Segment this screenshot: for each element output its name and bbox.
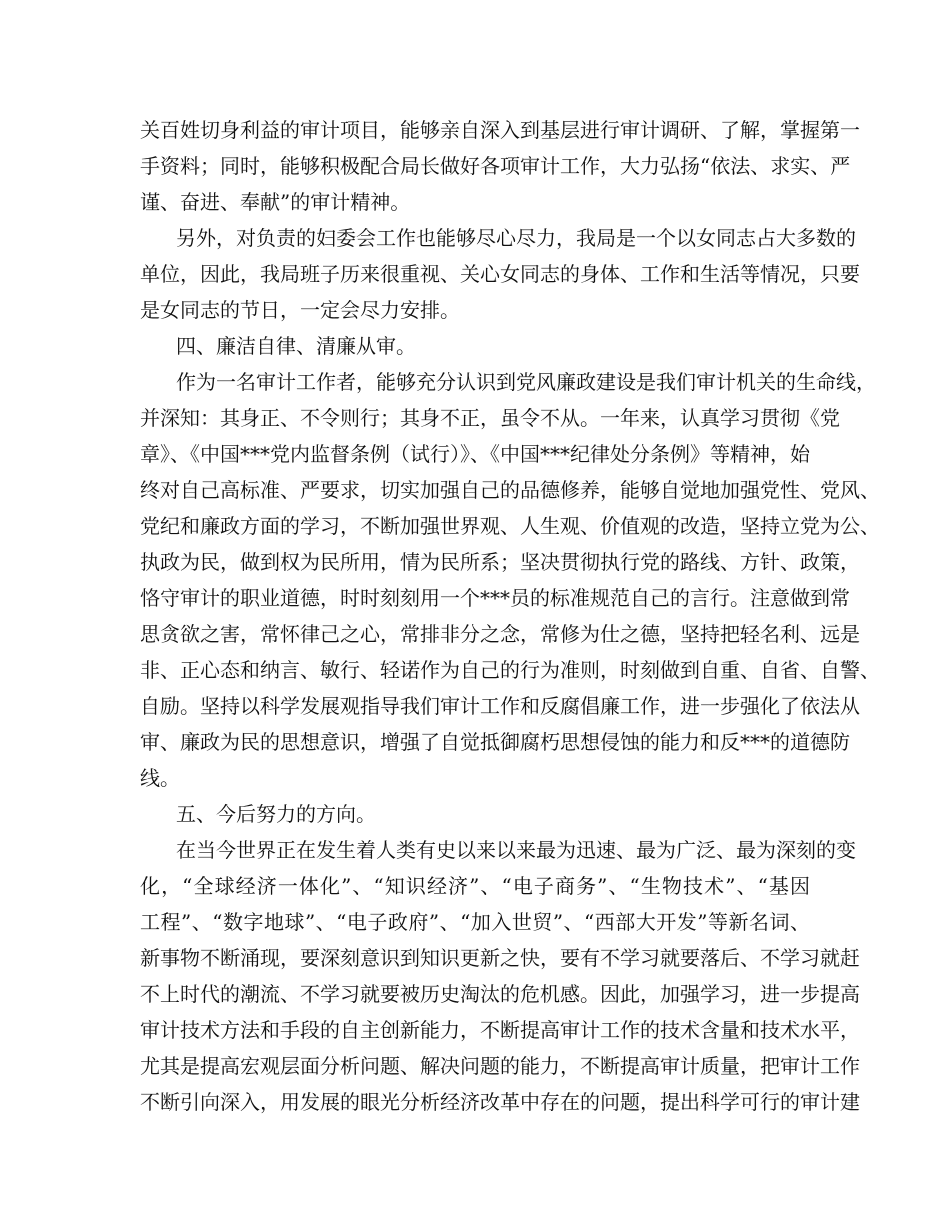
text-line: 是女同志的节日，一定会尽力安排。 <box>140 298 460 322</box>
text-line: 审计技术方法和手段的自主创新能力，不断提高审计工作的技术含量和技术水平， <box>140 1018 860 1042</box>
text-line: 线。 <box>140 766 180 790</box>
paragraph-first-line: 在当今世界正在发生着人类有史以来以来最为迅速、最为广泛、最为深刻的变 <box>176 838 856 862</box>
text-line: 尤其是提高宏观层面分析问题、解决问题的能力，不断提高审计质量，把审计工作 <box>140 1054 860 1078</box>
text-line: 新事物不断涌现，要深刻意识到知识更新之快，要有不学习就要落后、不学习就赶 <box>140 946 860 970</box>
paragraph-first-line: 另外，对负责的妇委会工作也能够尽心尽力，我局是一个以女同志占大多数的 <box>176 226 856 250</box>
text-line: 不上时代的潮流、不学习就要被历史淘汰的危机感。因此，加强学习，进一步提高 <box>140 982 860 1006</box>
text-line: 终对自己高标准、严要求，切实加强自己的品德修养，能够自觉地加强党性、党风、 <box>140 478 880 502</box>
text-line: 工程”、“数字地球”、“电子政府”、“加入世贸”、“西部大开发”等新名词、 <box>140 910 810 934</box>
text-line: 单位，因此，我局班子历来很重视、关心女同志的身体、工作和生活等情况，只要 <box>140 262 860 286</box>
document-body <box>140 112 880 1120</box>
text-line: 并深知：其身正、不令则行；其身不正，虽令不从。一年来，认真学习贯彻《党 <box>140 406 840 430</box>
text-line: 非、正心态和纳言、敏行、轻诺作为自己的行为准则，时刻做到自重、自省、自警、 <box>140 658 880 682</box>
text-line: 关百姓切身利益的审计项目，能够亲自深入到基层进行审计调研、了解，掌握第一 <box>140 118 860 142</box>
paragraph-first-line: 作为一名审计工作者，能够充分认识到党风廉政建设是我们审计机关的生命线， <box>176 370 876 394</box>
text-line: 党纪和廉政方面的学习，不断加强世界观、人生观、价值观的改造，坚持立党为公、 <box>140 514 880 538</box>
section-heading: 四、廉洁自律、清廉从审。 <box>176 334 416 358</box>
section-heading: 五、今后努力的方向。 <box>176 802 376 826</box>
text-line: 恪守审计的职业道德，时时刻刻用一个***员的标准规范自己的言行。注意做到常 <box>140 586 850 610</box>
text-line: 谨、奋进、奉献”的审计精神。 <box>140 190 411 214</box>
text-line: 化，“全球经济一体化”、“知识经济”、“电子商务”、“生物技术”、“基因 <box>140 874 810 898</box>
text-line: 审、廉政为民的思想意识，增强了自觉抵御腐朽思想侵蚀的能力和反***的道德防 <box>140 730 850 754</box>
text-line: 章》、《中国***党内监督条例（试行）》、《中国***纪律处分条例》等精神，始 <box>140 442 810 466</box>
text-line: 手资料；同时，能够积极配合局长做好各项审计工作，大力弘扬“依法、求实、严 <box>140 154 851 178</box>
text-line: 执政为民，做到权为民所用，情为民所系；坚决贯彻执行党的路线、方针、政策， <box>140 550 860 574</box>
text-line: 思贪欲之害，常怀律己之心，常排非分之念，常修为仕之德，坚持把轻名利、远是 <box>140 622 860 646</box>
text-line: 自励。坚持以科学发展观指导我们审计工作和反腐倡廉工作，进一步强化了依法从 <box>140 694 860 718</box>
text-line: 不断引向深入，用发展的眼光分析经济改革中存在的问题，提出科学可行的审计建 <box>140 1090 860 1114</box>
